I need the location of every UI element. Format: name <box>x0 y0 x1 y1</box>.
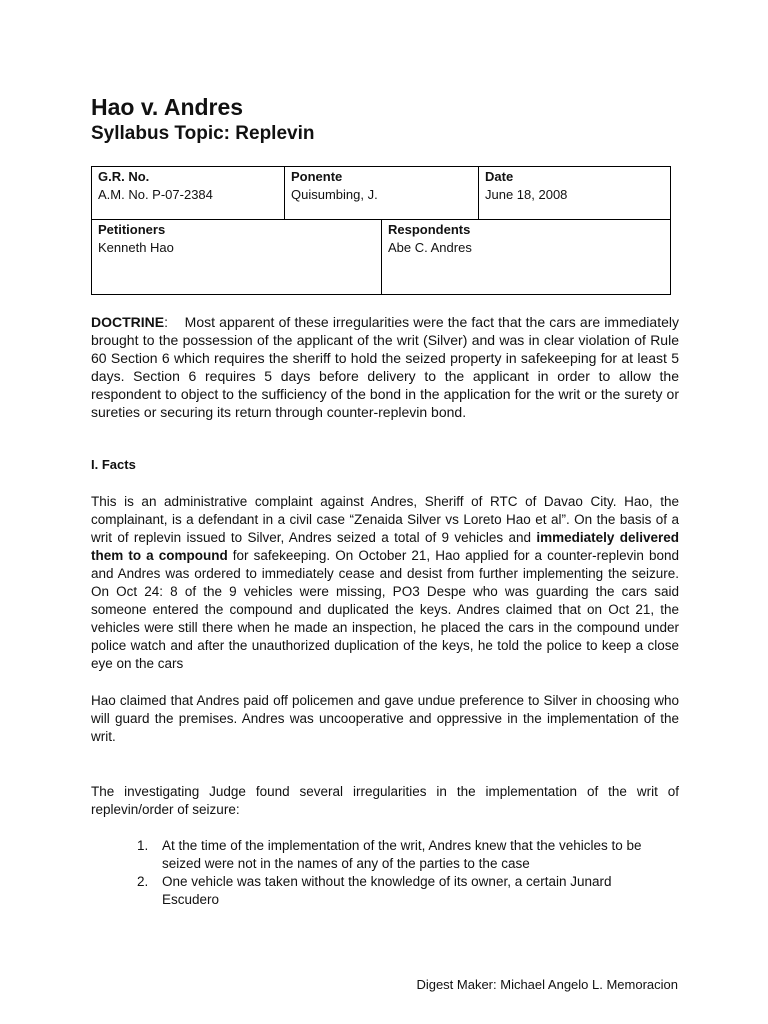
doctrine-text: : Most apparent of these irregularities were the fact that the cars are immediately brought to the possession of the applicant of the writ (Silver) and was in clear violation of Rule 60 Section 6 which requires the sheriff to hold the seized property in safekeeping for at least 5 days. Section 6 requires 5 days before delivery to the applicant in order to allow the respondent to object to the sufficiency of the bond in the application for the writ or the surety or sureties or securing its return through counter-replevin bond. <box>91 314 683 420</box>
list-item-number: 2. <box>137 874 149 889</box>
respondents-label: Respondents <box>388 222 471 237</box>
syllabus-topic: Syllabus Topic: Replevin <box>91 123 315 144</box>
case-info-row-1 <box>92 167 670 220</box>
facts-paragraph-3: The investigating Judge found several irregularities in the implementation of the writ of replevin/order of seizure: <box>91 784 679 817</box>
list-item <box>137 873 657 909</box>
case-title: Hao v. Andres <box>91 94 244 120</box>
ponente-label: Ponente <box>291 169 343 184</box>
list-item-text: One vehicle was taken without the knowledge of its owner, a certain Junard Escudero <box>162 874 612 907</box>
facts-text-1b: for safekeeping. On October 21, Hao applied for a counter-replevin bond and Andres was ordered to immediately cease and desist from further implementing the seizure. On Oct 24: 8 of the 9 vehicles were missing, PO3 Despe who was guarding the cars said someone entered the compound and duplicated the keys. Andres claimed that on Oct 21, the vehicles were still there when he made an inspection, he placed the cars in the compound under police watch and after the unauthorized duplication of the keys, he told the police to keep a close eye on the cars <box>91 548 679 671</box>
respondents-value: Abe C. Andres <box>388 240 472 255</box>
petitioners-cell <box>92 220 382 294</box>
doctrine-label: DOCTRINE <box>91 314 165 330</box>
irregularities-list <box>137 837 657 909</box>
facts-bold-text: immediately delivered them to a compound <box>91 530 679 563</box>
date-label: Date <box>485 169 514 184</box>
facts-paragraph-1 <box>91 493 679 673</box>
respondents-cell <box>382 220 670 294</box>
gr-no-value: A.M. No. P-07-2384 <box>98 187 213 202</box>
petitioners-value: Kenneth Hao <box>98 240 174 255</box>
facts-text-1a: This is an administrative complaint against Andres, Sheriff of RTC of Davao City. Hao, the complainant, is a defendant in a civil case “Zenaida Silver vs Loreto Hao et al”. On the basis of a writ of replevin issued to Silver, Andres seized a total of 9 vehicles and <box>91 494 679 545</box>
petitioners-label: Petitioners <box>98 222 166 237</box>
date-value: June 18, 2008 <box>485 187 568 202</box>
facts-heading: I. Facts <box>91 457 136 472</box>
doctrine-paragraph <box>91 313 683 421</box>
gr-no-label: G.R. No. <box>98 169 150 184</box>
facts-paragraph-2: Hao claimed that Andres paid off policemen and gave undue preference to Silver in choosing who will guard the premises. Andres was uncooperative and oppressive in the implementation of the writ. <box>91 693 679 744</box>
list-item-text: At the time of the implementation of the writ, Andres knew that the vehicles to be seized were not in the names of any of the parties to the case <box>162 838 642 871</box>
list-item-number: 1. <box>137 838 149 853</box>
case-info-table <box>91 166 671 295</box>
date-cell <box>479 167 670 219</box>
case-info-row-2 <box>92 220 670 294</box>
list-item <box>137 837 657 873</box>
ponente-cell <box>285 167 479 219</box>
ponente-value: Quisumbing, J. <box>291 187 378 202</box>
digest-maker-footer: Digest Maker: Michael Angelo L. Memoracion <box>416 977 678 992</box>
gr-no-cell <box>92 167 285 219</box>
